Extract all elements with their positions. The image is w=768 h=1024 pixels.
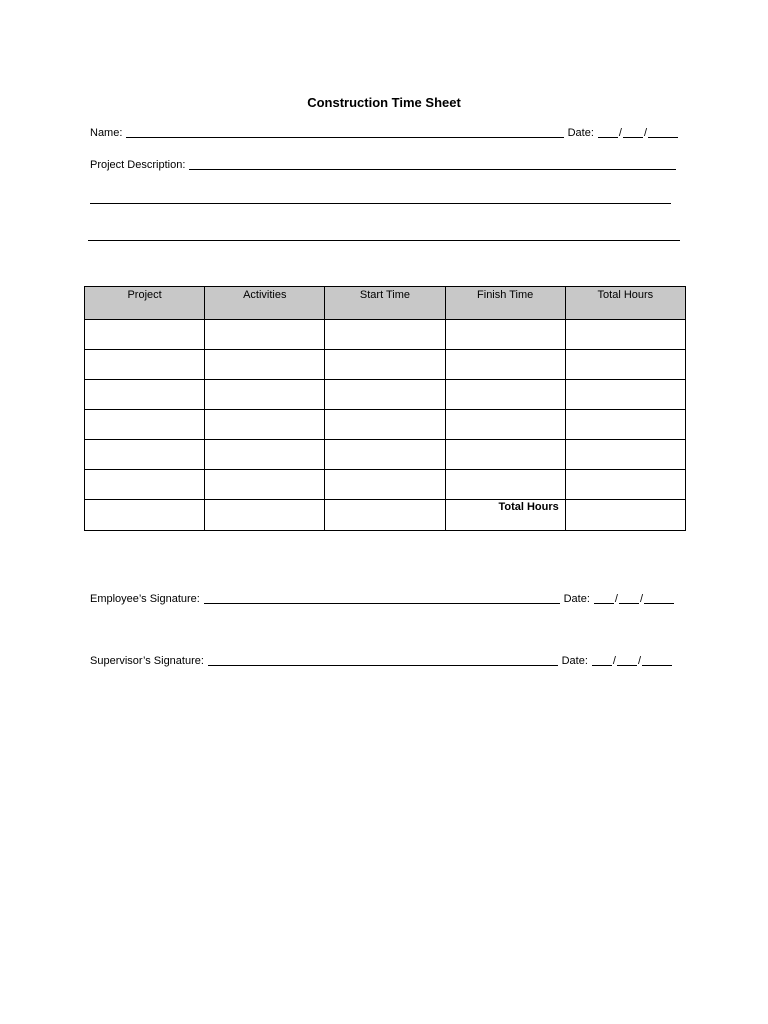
table-cell[interactable] bbox=[205, 410, 325, 440]
table-cell[interactable] bbox=[205, 350, 325, 380]
date-separator: / bbox=[614, 593, 618, 605]
employee-signature-row bbox=[90, 593, 674, 605]
table-cell[interactable] bbox=[85, 380, 205, 410]
supervisor-date-month[interactable] bbox=[592, 655, 612, 666]
table-row bbox=[85, 410, 686, 440]
total-hours-label: Total Hours bbox=[445, 500, 565, 531]
table-header-row bbox=[85, 287, 686, 320]
table-cell[interactable] bbox=[565, 410, 685, 440]
table-cell[interactable] bbox=[205, 500, 325, 531]
supervisor-date-year[interactable] bbox=[642, 655, 672, 666]
header-date-month[interactable] bbox=[598, 127, 618, 138]
table-cell[interactable] bbox=[85, 500, 205, 531]
employee-date-month[interactable] bbox=[594, 593, 614, 604]
table-cell[interactable] bbox=[565, 380, 685, 410]
total-hours-value-cell[interactable] bbox=[565, 500, 685, 531]
employee-signature-blank[interactable] bbox=[204, 593, 560, 604]
table-cell[interactable] bbox=[445, 440, 565, 470]
employee-date-group bbox=[564, 593, 674, 605]
column-header-project: Project bbox=[85, 287, 205, 320]
table-cell[interactable] bbox=[445, 320, 565, 350]
table-cell[interactable] bbox=[85, 350, 205, 380]
header-date-day[interactable] bbox=[623, 127, 643, 138]
table-row bbox=[85, 350, 686, 380]
table-row bbox=[85, 320, 686, 350]
table-cell[interactable] bbox=[325, 380, 445, 410]
table-cell[interactable] bbox=[445, 350, 565, 380]
table-cell[interactable] bbox=[205, 380, 325, 410]
supervisor-date-day[interactable] bbox=[617, 655, 637, 666]
table-cell[interactable] bbox=[565, 470, 685, 500]
table-cell[interactable] bbox=[325, 410, 445, 440]
supervisor-signature-blank[interactable] bbox=[208, 655, 558, 666]
name-label: Name: bbox=[90, 127, 123, 139]
supervisor-signature-label: Supervisor’s Signature: bbox=[90, 655, 204, 667]
header-date-group bbox=[568, 127, 678, 139]
header-date-year[interactable] bbox=[648, 127, 678, 138]
supervisor-date-label: Date: bbox=[561, 655, 588, 667]
table-cell[interactable] bbox=[565, 440, 685, 470]
table-row bbox=[85, 440, 686, 470]
table-cell[interactable] bbox=[85, 440, 205, 470]
column-header-start-time: Start Time bbox=[325, 287, 445, 320]
table-cell[interactable] bbox=[85, 470, 205, 500]
table-row bbox=[85, 380, 686, 410]
header-date-label: Date: bbox=[567, 127, 594, 139]
table-cell[interactable] bbox=[205, 440, 325, 470]
date-separator: / bbox=[639, 593, 643, 605]
project-description-row bbox=[90, 159, 678, 171]
name-blank[interactable] bbox=[126, 127, 563, 138]
table-cell[interactable] bbox=[325, 320, 445, 350]
date-separator: / bbox=[643, 127, 647, 139]
table-cell[interactable] bbox=[565, 350, 685, 380]
project-description-blank[interactable] bbox=[189, 159, 676, 170]
table-cell[interactable] bbox=[325, 350, 445, 380]
supervisor-date-group bbox=[562, 655, 672, 667]
column-header-total-hours: Total Hours bbox=[565, 287, 685, 320]
table-cell[interactable] bbox=[325, 500, 445, 531]
employee-signature-label: Employee’s Signature: bbox=[90, 593, 200, 605]
column-header-activities: Activities bbox=[205, 287, 325, 320]
date-separator: / bbox=[637, 655, 641, 667]
date-separator: / bbox=[618, 127, 622, 139]
name-row bbox=[90, 127, 678, 139]
table-cell[interactable] bbox=[445, 470, 565, 500]
employee-date-year[interactable] bbox=[644, 593, 674, 604]
supervisor-signature-row bbox=[90, 655, 672, 667]
table-cell[interactable] bbox=[325, 440, 445, 470]
project-description-line-2[interactable] bbox=[90, 203, 671, 204]
project-description-label: Project Description: bbox=[90, 159, 186, 171]
table-cell[interactable] bbox=[205, 470, 325, 500]
employee-date-day[interactable] bbox=[619, 593, 639, 604]
column-header-finish-time: Finish Time bbox=[445, 287, 565, 320]
total-hours-row bbox=[85, 500, 686, 531]
table-cell[interactable] bbox=[325, 470, 445, 500]
employee-date-label: Date: bbox=[563, 593, 590, 605]
table-cell[interactable] bbox=[445, 410, 565, 440]
table-row bbox=[85, 470, 686, 500]
table-cell[interactable] bbox=[205, 320, 325, 350]
time-sheet-table bbox=[84, 286, 686, 531]
page-title: Construction Time Sheet bbox=[307, 95, 461, 110]
date-separator: / bbox=[612, 655, 616, 667]
table-cell[interactable] bbox=[565, 320, 685, 350]
project-description-line-3[interactable] bbox=[88, 240, 680, 241]
table-cell[interactable] bbox=[85, 320, 205, 350]
table-cell[interactable] bbox=[445, 380, 565, 410]
table-cell[interactable] bbox=[85, 410, 205, 440]
